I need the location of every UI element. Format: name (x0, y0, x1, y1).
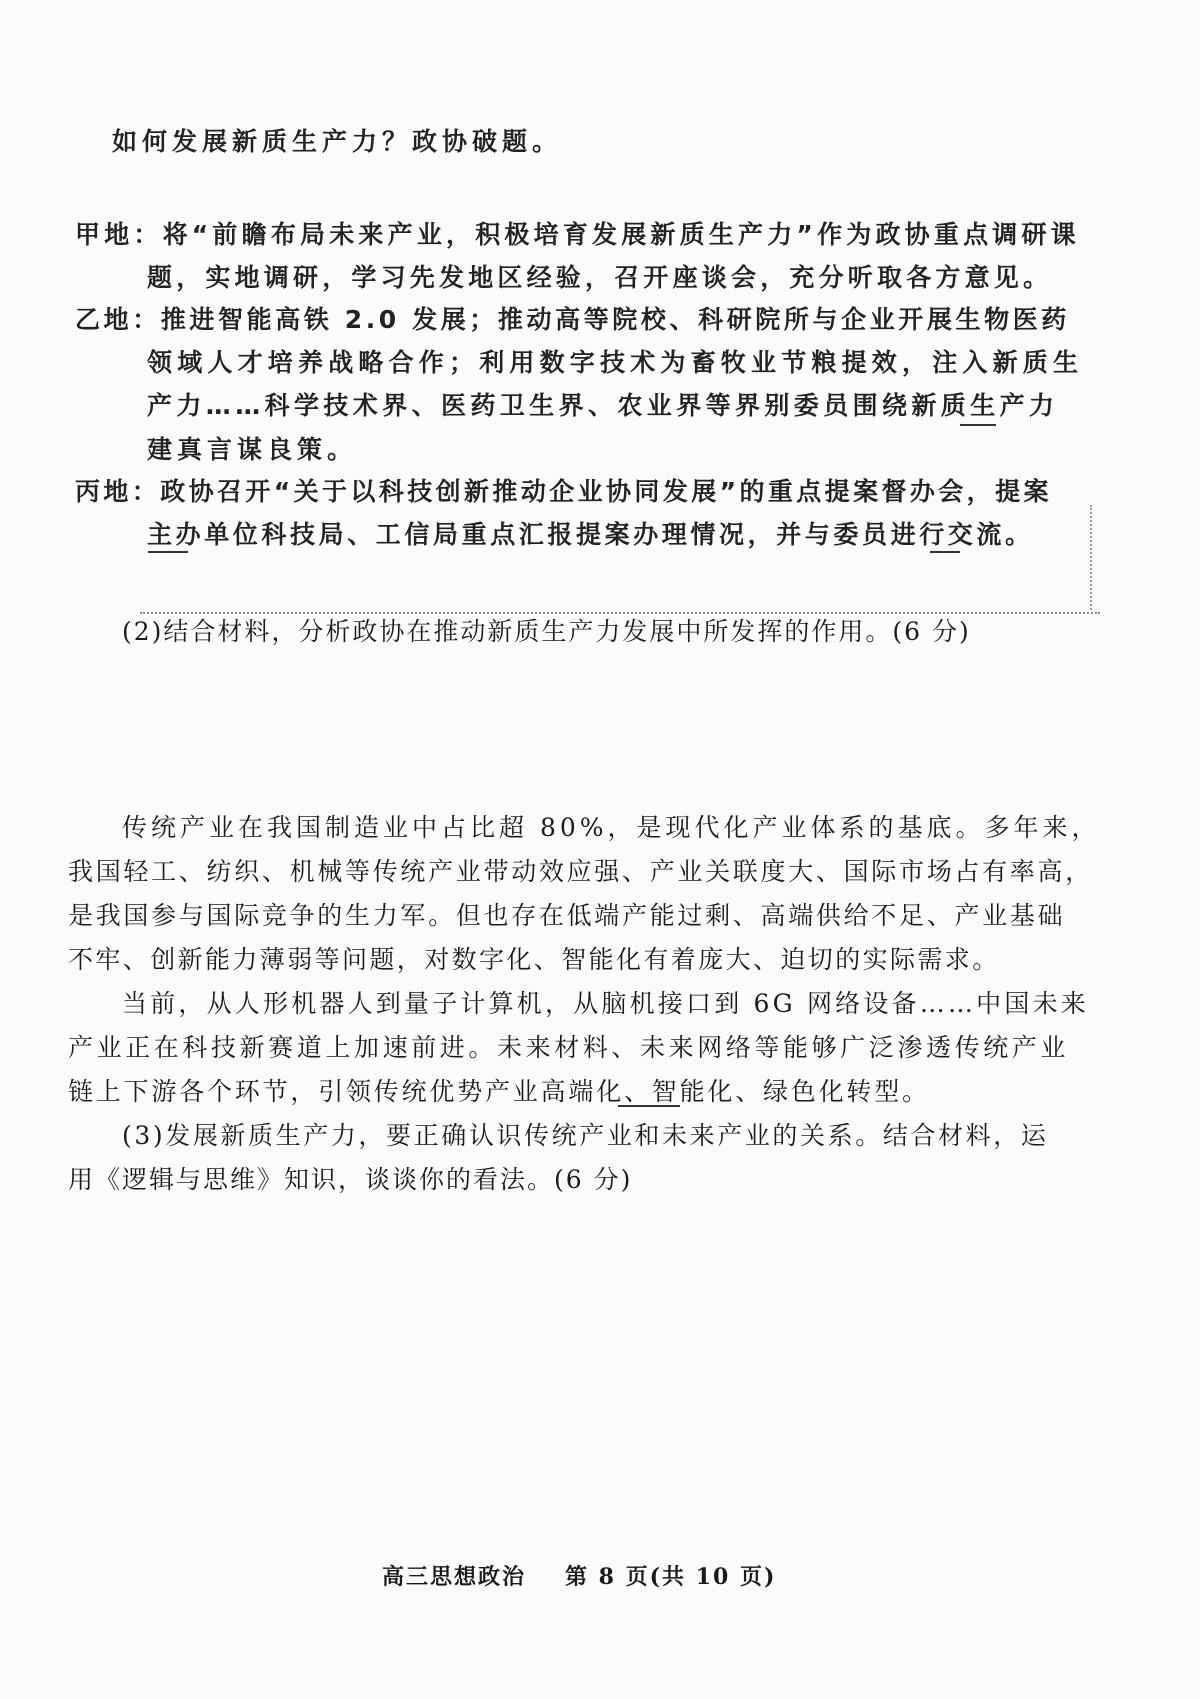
handwritten-underline-2 (930, 551, 960, 553)
material3-p1-line3: 是我国参与国际竞争的生力军。但也存在低端产能过剩、高端供给不足、产业基础 (68, 901, 1066, 930)
material-yi-line3: 产力……科学技术界、医药卫生界、农业界等界别委员围绕新质生产力 (147, 391, 1059, 420)
handwritten-underline-3 (148, 551, 188, 553)
handwritten-underline-4 (618, 1105, 680, 1107)
material3-p1-line4: 不牢、创新能力薄弱等问题，对数字化、智能化有着庞大、迫切的实际需求。 (68, 945, 1000, 974)
material3-p2-line3: 链上下游各个环节，引领传统优势产业高端化、智能化、绿色化转型。 (68, 1077, 930, 1106)
material3-p1-line1: 传统产业在我国制造业中占比超 80%，是现代化产业体系的基底。多年来， (122, 813, 1101, 842)
question-2: (2)结合材料，分析政协在推动新质生产力发展中所发挥的作用。(6 分) (122, 617, 971, 646)
question-3-line1: (3)发展新质生产力，要正确认识传统产业和未来产业的关系。结合材料，运 (122, 1121, 1049, 1150)
material-heading: 如何发展新质生产力？政协破题。 (112, 127, 563, 156)
material-bing-line2: 主办单位科技局、工信局重点汇报提案办理情况，并与委员进行交流。 (147, 520, 1034, 549)
handwritten-underline-1 (960, 424, 996, 426)
material3-p2-line2: 产业正在科技新赛道上加速前进。未来材料、未来网络等能够广泛渗透传统产业 (68, 1033, 1070, 1062)
material-yi-line2: 领域人才培养战略合作；利用数字技术为畜牧业节粮提效，注入新质生 (147, 348, 1084, 377)
material-jia-line2: 题，实地调研，学习先发地区经验，召开座谈会，充分听取各方意见。 (147, 263, 1053, 292)
material-bing-line1: 丙地：政协召开“关于以科技创新推动企业协同发展”的重点提案督办会，提案 (75, 477, 1052, 506)
margin-dotted-bar (1090, 505, 1092, 610)
footer-page-info: 第 8 页(共 10 页) (565, 1564, 777, 1590)
footer-subject: 高三思想政治 (382, 1564, 527, 1590)
material-jia-line1: 甲地：将“前瞻布局未来产业，积极培育发展新质生产力”作为政协重点调研课 (75, 220, 1080, 249)
question-3-line2: 用《逻辑与思维》知识，谈谈你的看法。(6 分) (68, 1165, 633, 1194)
material3-p1-line2: 我国轻工、纺织、机械等传统产业带动效应强、产业关联度大、国际市场占有率高， (68, 857, 1093, 886)
material-yi-line1: 乙地：推进智能高铁 2.0 发展；推动高等院校、科研院所与企业开展生物医药 (75, 305, 1070, 334)
material-yi-line4: 建真言谋良策。 (147, 435, 358, 464)
material3-p2-line1: 当前，从人形机器人到量子计算机，从脑机接口到 6G 网络设备……中国未来 (122, 989, 1089, 1018)
